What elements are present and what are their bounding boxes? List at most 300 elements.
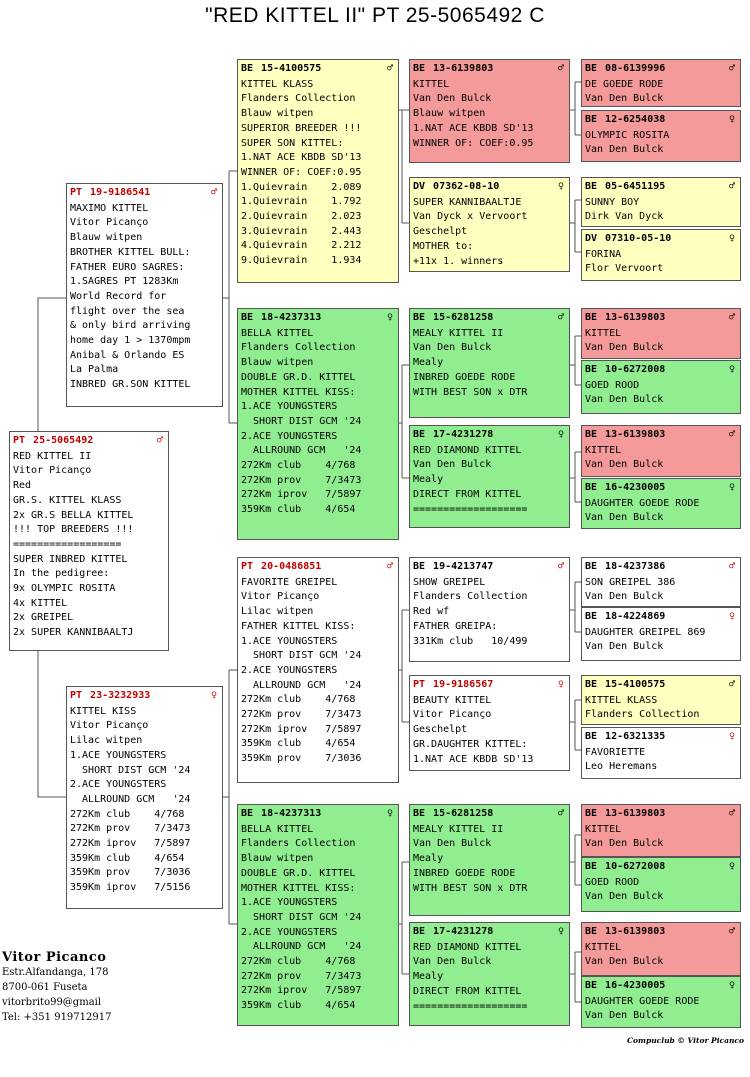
- card-line: FAVORIETTE: [585, 746, 646, 758]
- male-symbol-icon: ♂: [386, 63, 393, 74]
- country-code: BE: [585, 181, 598, 192]
- ring-number: [13, 434, 165, 449]
- pedigree-card-g5: [581, 308, 741, 359]
- card-line: OLYMPIC ROSITA: [585, 129, 670, 141]
- country-code: BE: [585, 312, 598, 323]
- card-line: MEALY KITTEL II: [413, 823, 504, 835]
- card-line: Van Den Bulck: [413, 342, 492, 354]
- ring-id: 23-3232933: [90, 690, 151, 701]
- pedigree-card-g9: [581, 557, 741, 607]
- female-symbol-icon: ♀: [728, 233, 735, 244]
- ring-id: 15-6281258: [433, 808, 494, 819]
- card-line: KITTEL: [585, 444, 622, 456]
- card-line: KITTEL: [585, 941, 622, 953]
- country-code: BE: [585, 429, 598, 440]
- card-line: 4x KITTEL: [13, 597, 68, 609]
- card-line: GOED ROOD: [585, 876, 640, 888]
- ring-id: 10-6272008: [605, 364, 666, 375]
- ring-number: [241, 311, 395, 326]
- card-line: 272Km iprov 7/5897: [70, 838, 191, 850]
- pedigree-card-subject: [9, 431, 169, 651]
- country-code: BE: [413, 926, 426, 937]
- country-code: DV: [413, 181, 426, 192]
- ring-id: 25-5065492: [33, 435, 94, 446]
- ring-number: [585, 481, 737, 496]
- pedigree-card-sdd: [409, 425, 570, 528]
- card-line: Blauw witpen: [241, 853, 314, 865]
- card-line: WINNER OF: COEF:0.95: [413, 137, 534, 149]
- ring-number: [241, 62, 395, 77]
- pedigree-card-sd: [237, 308, 399, 540]
- owner-email: vitorbrito99@gmail: [2, 997, 102, 1008]
- ring-number: [585, 860, 737, 875]
- pedigree-card-ss: [237, 59, 399, 283]
- ring-number: [413, 560, 566, 575]
- card-line: DOUBLE GR.D. KITTEL: [241, 371, 356, 383]
- card-line: 2.ACE YOUNGSTERS: [241, 926, 338, 938]
- pedigree-card-dds: [409, 804, 570, 916]
- country-code: PT: [241, 561, 254, 572]
- card-line: home day 1 > 1370mpm: [70, 335, 191, 347]
- country-code: BE: [585, 63, 598, 74]
- pedigree-card-g15: [581, 922, 741, 976]
- card-line: FATHER KITTEL KISS:: [241, 620, 356, 632]
- card-line: 272Km club 4/768: [241, 460, 356, 472]
- card-line: BELLA KITTEL: [241, 327, 314, 339]
- card-line: Van Den Bulck: [585, 891, 664, 903]
- card-line: WITH BEST SON x DTR: [413, 882, 528, 894]
- card-line: Van Den Bulck: [585, 641, 664, 653]
- card-line: Dirk Van Dyck: [585, 211, 664, 223]
- country-code: PT: [70, 690, 83, 701]
- pedigree-card-g11: [581, 675, 741, 725]
- card-line: Blauw witpen: [241, 357, 314, 369]
- card-line: FATHER GREIPA:: [413, 620, 498, 632]
- card-line: Geschelpt: [413, 226, 468, 238]
- pedigree-card-ddd: [409, 922, 570, 1026]
- card-line: Van Den Bulck: [585, 512, 664, 524]
- owner-address: Estr.Alfandanga, 178: [2, 967, 109, 978]
- card-line: 272Km prov 7/3473: [241, 474, 362, 486]
- card-line: Vitor Picanço: [413, 709, 492, 721]
- pedigree-card-g3: [581, 177, 741, 227]
- card-line: Van Den Bulck: [413, 838, 492, 850]
- card-line: DIRECT FROM KITTEL: [413, 985, 522, 997]
- card-line: ALLROUND GCM '24: [241, 679, 362, 691]
- ring-id: 15-6281258: [433, 312, 494, 323]
- card-line: 331Km club 10/499: [413, 635, 528, 647]
- card-line: ===================: [413, 503, 528, 515]
- card-line: In the pedigree:: [13, 568, 110, 580]
- ring-id: 07310-05-10: [605, 233, 672, 244]
- country-code: BE: [413, 63, 426, 74]
- ring-id: 13-6139803: [605, 926, 666, 937]
- card-line: SUPER SON KITTEL:: [241, 137, 344, 149]
- ring-number: [585, 979, 737, 994]
- card-line: 359Km club 4/654: [70, 852, 185, 864]
- card-line: Geschelpt: [413, 724, 468, 736]
- card-line: Van Den Bulck: [585, 956, 664, 968]
- card-line: Flanders Collection: [585, 709, 700, 721]
- card-line: 1.SAGRES PT 1283Km: [70, 276, 179, 288]
- card-line: 272Km club 4/768: [241, 694, 356, 706]
- country-code: BE: [585, 561, 598, 572]
- card-line: MEALY KITTEL II: [413, 327, 504, 339]
- ring-id: 19-9186541: [90, 187, 151, 198]
- pedigree-card-g10: [581, 607, 741, 661]
- card-line: Flanders Collection: [413, 591, 528, 603]
- pedigree-card-dsd: [409, 675, 570, 771]
- ring-id: 13-6139803: [605, 312, 666, 323]
- ring-number: [585, 807, 737, 822]
- ring-id: 17-4231278: [433, 926, 494, 937]
- card-line: 272Km iprov 7/5897: [241, 723, 362, 735]
- card-line: Mealy: [413, 357, 444, 369]
- pedigree-card-g2: [581, 110, 741, 162]
- card-line: Blauw witpen: [241, 108, 314, 120]
- card-line: Van Den Bulck: [585, 838, 664, 850]
- male-symbol-icon: ♂: [728, 63, 735, 74]
- ring-id: 18-4237313: [261, 808, 322, 819]
- card-line: SHORT DIST GCM '24: [241, 650, 362, 662]
- card-line: Flanders Collection: [241, 93, 356, 105]
- card-line: 359Km club 4/654: [241, 504, 356, 516]
- male-symbol-icon: ♂: [557, 561, 564, 572]
- ring-number: [585, 560, 737, 575]
- card-line: 272Km prov 7/3473: [70, 823, 191, 835]
- male-symbol-icon: ♂: [386, 561, 393, 572]
- ring-id: 12-6321335: [605, 731, 666, 742]
- country-code: BE: [585, 114, 598, 125]
- ring-number: [585, 232, 737, 247]
- ring-id: 15-4100575: [261, 63, 322, 74]
- card-line: Mealy: [413, 474, 444, 486]
- card-line: Van Den Bulck: [585, 144, 664, 156]
- card-line: Van Den Bulck: [585, 93, 664, 105]
- card-line: 272Km iprov 7/5897: [241, 489, 362, 501]
- ring-id: 19-9186567: [433, 679, 494, 690]
- ring-number: [585, 925, 737, 940]
- country-code: BE: [241, 63, 254, 74]
- card-line: Blauw witpen: [413, 108, 486, 120]
- card-line: Van Den Bulck: [413, 93, 492, 105]
- ring-id: 15-4100575: [605, 679, 666, 690]
- card-line: Van Den Bulck: [413, 956, 492, 968]
- female-symbol-icon: ♀: [728, 364, 735, 375]
- card-line: Vitor Picanço: [241, 591, 320, 603]
- card-line: KITTEL KLASS: [585, 694, 658, 706]
- ring-number: [585, 180, 737, 195]
- country-code: BE: [241, 808, 254, 819]
- card-line: RED DIAMOND KITTEL: [413, 941, 522, 953]
- pedigree-card-ssd: [409, 177, 570, 272]
- card-line: 2.ACE YOUNGSTERS: [70, 779, 167, 791]
- card-line: SHORT DIST GCM '24: [70, 764, 191, 776]
- card-line: Van Den Bulck: [585, 1010, 664, 1022]
- male-symbol-icon: ♂: [557, 808, 564, 819]
- pedigree-card-g7: [581, 425, 741, 477]
- country-code: BE: [585, 926, 598, 937]
- female-symbol-icon: ♀: [210, 690, 217, 701]
- card-line: flight over the sea: [70, 305, 185, 317]
- pedigree-card-g8: [581, 478, 741, 529]
- ring-number: [413, 807, 566, 822]
- card-line: Van Den Bulck: [585, 394, 664, 406]
- card-line: 2x GR.S BELLA KITTEL: [13, 509, 134, 521]
- card-line: WINNER OF: COEF:0.95: [241, 166, 362, 178]
- card-line: DAUGHTER GOEDE RODE: [585, 995, 700, 1007]
- card-line: 1.Quievrain 2.089: [241, 181, 362, 193]
- ring-number: [413, 180, 566, 195]
- card-line: 272Km club 4/768: [70, 808, 185, 820]
- card-line: 1.NAT ACE KBDB SD'13: [241, 152, 362, 164]
- card-line: SUPERIOR BREEDER !!!: [241, 122, 362, 134]
- ring-id: 07362-08-10: [433, 181, 500, 192]
- pedigree-card-sss: [409, 59, 570, 163]
- country-code: BE: [585, 731, 598, 742]
- card-line: Van Den Bulck: [585, 342, 664, 354]
- male-symbol-icon: ♂: [728, 312, 735, 323]
- ring-id: 18-4224869: [605, 611, 666, 622]
- card-line: FATHER EURO SAGRES:: [70, 261, 185, 273]
- card-line: WITH BEST SON x DTR: [413, 386, 528, 398]
- card-line: MOTHER KITTEL KISS:: [241, 882, 356, 894]
- ring-number: [585, 62, 737, 77]
- card-line: MOTHER to:: [413, 240, 474, 252]
- male-symbol-icon: ♂: [728, 926, 735, 937]
- card-line: 2.ACE YOUNGSTERS: [241, 430, 338, 442]
- card-line: BROTHER KITTEL BULL:: [70, 246, 191, 258]
- ring-id: 12-6254038: [605, 114, 666, 125]
- country-code: BE: [585, 679, 598, 690]
- card-line: 9.Quievrain 1.934: [241, 255, 362, 267]
- pedigree-card-g14: [581, 857, 741, 912]
- card-line: DIRECT FROM KITTEL: [413, 488, 522, 500]
- pedigree-card-dd: [237, 804, 399, 1026]
- country-code: PT: [13, 435, 26, 446]
- card-line: 1.ACE YOUNGSTERS: [70, 749, 167, 761]
- card-line: 1.Quievrain 1.792: [241, 196, 362, 208]
- card-line: SON GREIPEL 386: [585, 576, 676, 588]
- card-line: Vitor Picanço: [70, 217, 149, 229]
- female-symbol-icon: ♀: [728, 114, 735, 125]
- country-code: DV: [585, 233, 598, 244]
- ring-id: 16-4230005: [605, 482, 666, 493]
- ring-number: [413, 925, 566, 940]
- ring-id: 05-6451195: [605, 181, 666, 192]
- female-symbol-icon: ♀: [557, 181, 564, 192]
- card-line: Vitor Picanço: [13, 465, 92, 477]
- country-code: BE: [585, 861, 598, 872]
- card-line: 359Km prov 7/3036: [241, 753, 362, 765]
- ring-number: [70, 689, 219, 704]
- male-symbol-icon: ♂: [557, 312, 564, 323]
- card-line: ALLROUND GCM '24: [70, 793, 191, 805]
- pedigree-title: "RED KITTEL II" PT 25-5065492 C: [205, 4, 545, 27]
- card-line: Anibal & Orlando ES: [70, 349, 185, 361]
- card-line: ==================: [13, 538, 122, 550]
- card-line: Flor Vervoort: [585, 263, 664, 275]
- ring-number: [585, 610, 737, 625]
- card-line: Vitor Picanço: [70, 720, 149, 732]
- ring-number: [585, 428, 737, 443]
- pedigree-card-g12: [581, 727, 741, 779]
- card-line: 272Km prov 7/3473: [241, 970, 362, 982]
- card-line: RED KITTEL II: [13, 450, 92, 462]
- card-line: MOTHER KITTEL KISS:: [241, 386, 356, 398]
- card-line: SUPER INBRED KITTEL: [13, 553, 128, 565]
- card-line: DOUBLE GR.D. KITTEL: [241, 867, 356, 879]
- ring-id: 19-4213747: [433, 561, 494, 572]
- owner-postcode: 8700-061 Fuseta: [2, 982, 88, 993]
- ring-id: 13-6139803: [605, 429, 666, 440]
- card-line: 272Km club 4/768: [241, 956, 356, 968]
- card-line: KITTEL KLASS: [241, 78, 314, 90]
- card-line: INBRED GOEDE RODE: [413, 371, 516, 383]
- country-code: BE: [413, 312, 426, 323]
- card-line: Mealy: [413, 971, 444, 983]
- card-line: La Palma: [70, 364, 119, 376]
- card-line: 2x GREIPEL: [13, 612, 74, 624]
- card-line: Van Den Bulck: [413, 459, 492, 471]
- ring-number: [585, 730, 737, 745]
- pedigree-card-g16: [581, 976, 741, 1028]
- card-line: 1.ACE YOUNGSTERS: [241, 897, 338, 909]
- card-line: Blauw witpen: [70, 232, 143, 244]
- male-symbol-icon: ♂: [728, 429, 735, 440]
- card-line: GOED ROOD: [585, 379, 640, 391]
- card-line: ALLROUND GCM '24: [241, 445, 362, 457]
- country-code: BE: [413, 429, 426, 440]
- card-line: FAVORITE GREIPEL: [241, 576, 338, 588]
- card-line: World Record for: [70, 290, 167, 302]
- card-line: SHORT DIST GCM '24: [241, 415, 362, 427]
- card-line: 3.Quievrain 2.443: [241, 225, 362, 237]
- ring-id: 10-6272008: [605, 861, 666, 872]
- ring-id: 16-4230005: [605, 980, 666, 991]
- male-symbol-icon: ♂: [156, 435, 163, 446]
- ring-number: [585, 363, 737, 378]
- owner-phone: Tel: +351 919712917: [2, 1012, 112, 1023]
- card-line: 359Km prov 7/3036: [70, 867, 191, 879]
- ring-number: [585, 113, 737, 128]
- male-symbol-icon: ♂: [210, 187, 217, 198]
- male-symbol-icon: ♂: [728, 561, 735, 572]
- country-code: BE: [585, 364, 598, 375]
- card-line: Van Dyck x Vervoort: [413, 211, 528, 223]
- card-line: KITTEL KISS: [70, 705, 137, 717]
- country-code: PT: [413, 679, 426, 690]
- female-symbol-icon: ♀: [557, 679, 564, 690]
- female-symbol-icon: ♀: [728, 482, 735, 493]
- card-line: MAXIMO KITTEL: [70, 202, 149, 214]
- male-symbol-icon: ♂: [728, 679, 735, 690]
- card-line: 359Km iprov 7/5156: [70, 882, 191, 894]
- card-line: SUNNY BOY: [585, 196, 640, 208]
- card-line: Van Den Bulck: [585, 591, 664, 603]
- female-symbol-icon: ♀: [728, 861, 735, 872]
- card-line: 9x OLYMPIC ROSITA: [13, 583, 116, 595]
- country-code: BE: [413, 808, 426, 819]
- ring-id: 13-6139803: [605, 808, 666, 819]
- card-line: BELLA KITTEL: [241, 823, 314, 835]
- ring-number: [413, 311, 566, 326]
- ring-number: [241, 560, 395, 575]
- ring-id: 18-4237386: [605, 561, 666, 572]
- female-symbol-icon: ♀: [728, 980, 735, 991]
- pedigree-card-sire: [66, 183, 223, 407]
- card-line: Red: [13, 480, 32, 492]
- female-symbol-icon: ♀: [557, 926, 564, 937]
- ring-id: 08-6139996: [605, 63, 666, 74]
- card-line: INBRED GOEDE RODE: [413, 867, 516, 879]
- card-line: +11x 1. winners: [413, 255, 504, 267]
- card-line: 2.ACE YOUNGSTERS: [241, 664, 338, 676]
- card-line: 272Km prov 7/3473: [241, 709, 362, 721]
- card-line: 1.ACE YOUNGSTERS: [241, 635, 338, 647]
- pedigree-card-g13: [581, 804, 741, 857]
- ring-number: [70, 186, 219, 201]
- card-line: 1.ACE YOUNGSTERS: [241, 401, 338, 413]
- card-line: INBRED GR.SON KITTEL: [70, 379, 191, 391]
- country-code: BE: [241, 312, 254, 323]
- card-line: SHORT DIST GCM '24: [241, 911, 362, 923]
- country-code: BE: [585, 611, 598, 622]
- card-line: ALLROUND GCM '24: [241, 941, 362, 953]
- card-line: 1.NAT ACE KBDB SD'13: [413, 753, 534, 765]
- card-line: & only bird arriving: [70, 320, 191, 332]
- pedigree-card-dam: [66, 686, 223, 909]
- card-line: GR.DAUGHTER KITTEL:: [413, 738, 528, 750]
- card-line: 359Km club 4/654: [241, 738, 356, 750]
- ring-number: [413, 62, 566, 77]
- card-line: KITTEL: [585, 823, 622, 835]
- card-line: Leo Heremans: [585, 761, 658, 773]
- card-line: Red wf: [413, 606, 450, 618]
- pedigree-card-g1: [581, 59, 741, 107]
- male-symbol-icon: ♂: [728, 808, 735, 819]
- country-code: BE: [413, 561, 426, 572]
- ring-id: 13-6139803: [433, 63, 494, 74]
- card-line: Lilac witpen: [241, 606, 314, 618]
- card-line: SHOW GREIPEL: [413, 576, 486, 588]
- owner-block: [2, 950, 111, 1025]
- card-line: Mealy: [413, 853, 444, 865]
- pedigree-card-sds: [409, 308, 570, 418]
- card-line: DAUGHTER GOEDE RODE: [585, 497, 700, 509]
- card-line: 2.Quievrain 2.023: [241, 211, 362, 223]
- card-line: 1.NAT ACE KBDB SD'13: [413, 122, 534, 134]
- country-code: BE: [585, 980, 598, 991]
- card-line: GR.S. KITTEL KLASS: [13, 494, 122, 506]
- country-code: BE: [585, 482, 598, 493]
- card-line: DE GOEDE RODE: [585, 78, 664, 90]
- male-symbol-icon: ♂: [728, 181, 735, 192]
- card-line: KITTEL: [413, 78, 450, 90]
- card-line: Lilac witpen: [70, 735, 143, 747]
- female-symbol-icon: ♀: [557, 429, 564, 440]
- card-line: 359Km club 4/654: [241, 1000, 356, 1012]
- ring-number: [241, 807, 395, 822]
- card-line: !!! TOP BREEDERS !!!: [13, 524, 134, 536]
- female-symbol-icon: ♀: [386, 312, 393, 323]
- female-symbol-icon: ♀: [386, 808, 393, 819]
- card-line: RED DIAMOND KITTEL: [413, 444, 522, 456]
- card-line: FORINA: [585, 248, 622, 260]
- ring-id: 20-0486851: [261, 561, 322, 572]
- owner-name: Vitor Picanco: [2, 950, 107, 965]
- card-line: DAUGHTER GREIPEL 869: [585, 626, 706, 638]
